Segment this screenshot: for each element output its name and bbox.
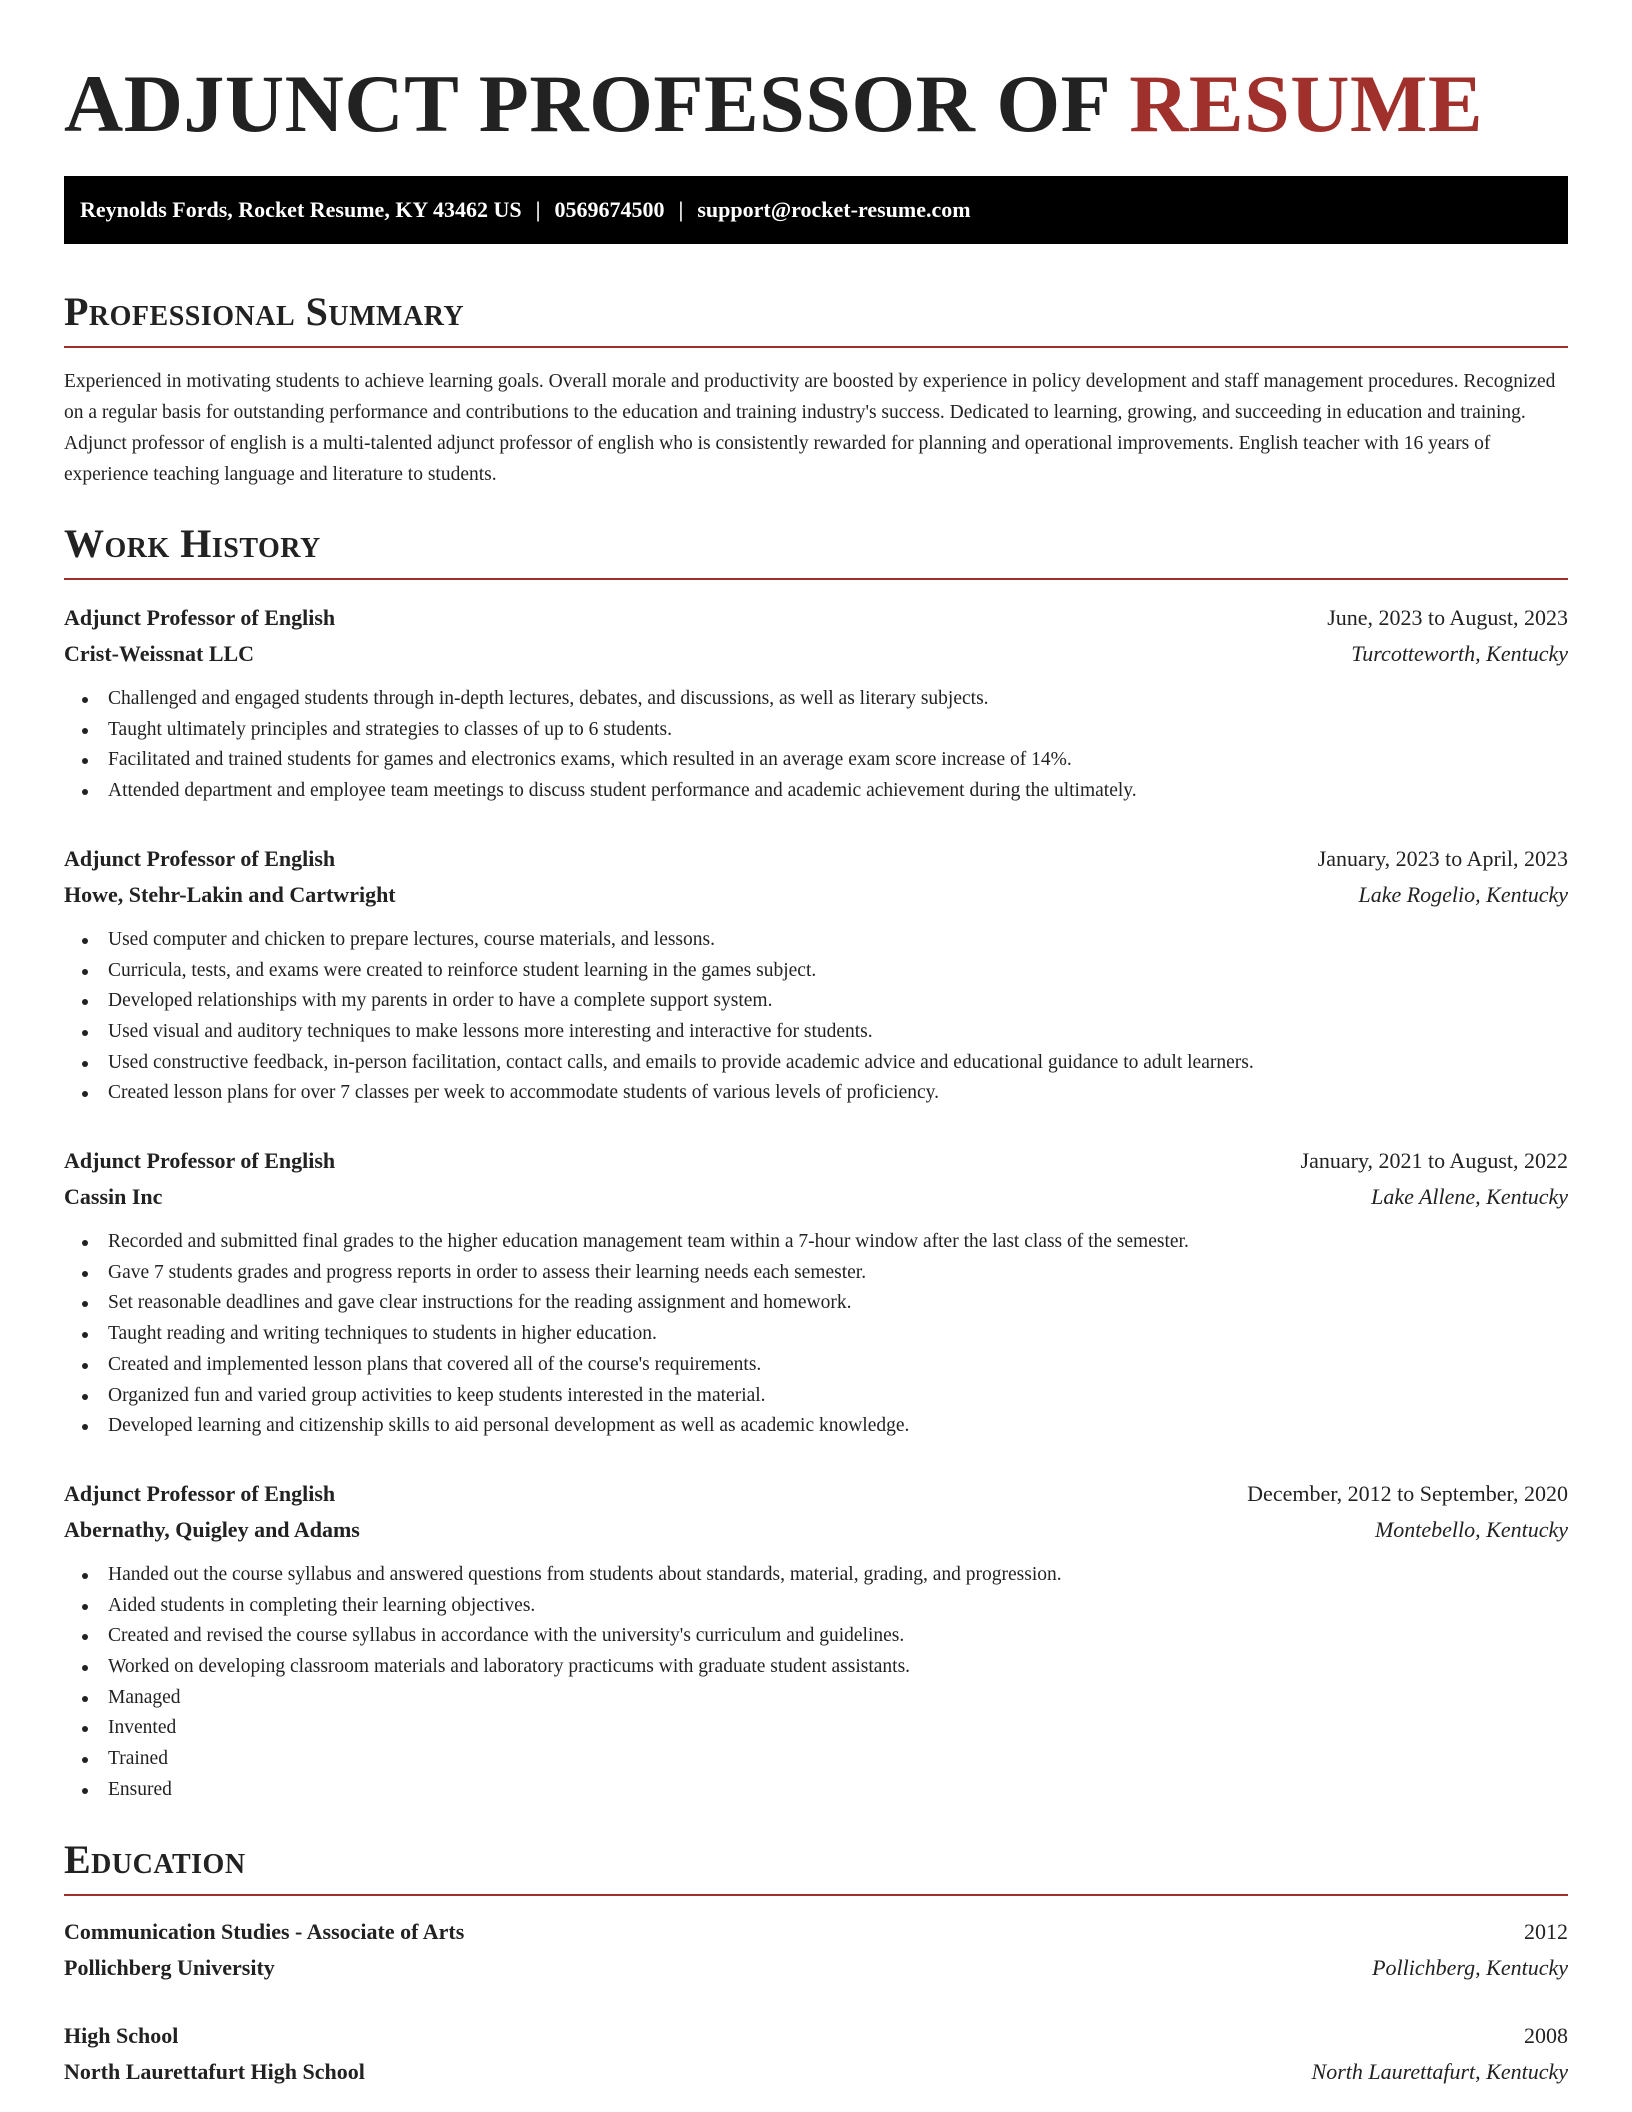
contact-bar	[64, 176, 1568, 244]
education-school: Pollichberg University	[64, 1954, 275, 1980]
job-title: Adjunct Professor of English	[64, 845, 336, 871]
contact-separator: |	[535, 197, 541, 222]
education-school-row	[64, 2054, 1568, 2090]
job-bullet: Managed	[108, 1683, 1568, 1714]
job-company-row	[64, 1512, 1568, 1548]
job-title: Adjunct Professor of English	[64, 1148, 336, 1174]
job-location: Turcotteworth, Kentucky	[1351, 641, 1568, 666]
contact-email: support@rocket-resume.com	[697, 197, 971, 222]
job-bullet: Organized fun and varied group activities to keep students interested in the material.	[108, 1381, 1568, 1412]
job-bullet: Used computer and chicken to prepare lectures, course materials, and lessons.	[108, 925, 1568, 956]
job-company: Cassin Inc	[64, 1184, 163, 1210]
job-dates: January, 2023 to April, 2023	[1317, 845, 1568, 871]
job-bullet: Developed learning and citizenship skills to aid personal development as well as academic knowledge.	[108, 1411, 1568, 1442]
job-company: Crist-Weissnat LLC	[64, 641, 255, 666]
job-company: Abernathy, Quigley and Adams	[64, 1516, 360, 1542]
job-bullets	[64, 684, 1568, 807]
education-heading: Education	[64, 1836, 1568, 1896]
job-title: Adjunct Professor of English	[64, 1480, 336, 1506]
job-company: Howe, Stehr-Lakin and Cartwright	[64, 881, 396, 907]
title-accent: RESUME	[1129, 58, 1484, 149]
job-company-row	[64, 636, 1568, 672]
job-dates: January, 2021 to August, 2022	[1300, 1148, 1568, 1174]
job-bullet: Used constructive feedback, in-person facilitation, contact calls, and emails to provide academic advice and educational guidance to adult learners.	[108, 1048, 1568, 1079]
job-bullet: Invented	[108, 1713, 1568, 1744]
job-bullet: Developed relationships with my parents in order to have a complete support system.	[108, 986, 1568, 1017]
education-location: North Laurettafurt, Kentucky	[1311, 2058, 1568, 2084]
job-location: Montebello, Kentucky	[1374, 1516, 1568, 1542]
job-bullet: Trained	[108, 1744, 1568, 1775]
job-header-row	[64, 600, 1568, 636]
job-entry	[64, 600, 1568, 807]
job-bullet: Recorded and submitted final grades to the higher education management team within a 7-hour window after the last class of the semester.	[108, 1227, 1568, 1258]
education-header-row	[64, 1914, 1568, 1950]
job-bullet: Created and revised the course syllabus in accordance with the university's curriculum and guidelines.	[108, 1621, 1568, 1652]
education-location: Pollichberg, Kentucky	[1372, 1954, 1568, 1980]
job-entry	[64, 1476, 1568, 1806]
job-bullet: Taught ultimately principles and strategies to classes of up to 6 students.	[108, 715, 1568, 746]
job-bullets	[64, 925, 1568, 1109]
job-entry	[64, 841, 1568, 1109]
job-title: Adjunct Professor of English	[64, 605, 336, 630]
job-bullet: Worked on developing classroom materials and laboratory practicums with graduate student assistants.	[108, 1652, 1568, 1683]
job-bullet: Used visual and auditory techniques to make lessons more interesting and interactive for students.	[108, 1017, 1568, 1048]
job-header-row	[64, 1143, 1568, 1179]
job-bullet: Aided students in completing their learning objectives.	[108, 1591, 1568, 1622]
job-bullet: Gave 7 students grades and progress reports in order to assess their learning needs each semester.	[108, 1258, 1568, 1289]
work-history-heading: Work History	[64, 520, 1568, 580]
summary-section	[64, 288, 1568, 490]
contact-address: Reynolds Fords, Rocket Resume, KY 43462 US	[80, 197, 522, 222]
job-bullet: Ensured	[108, 1775, 1568, 1806]
work-history-section	[64, 520, 1568, 1806]
job-bullets	[64, 1227, 1568, 1442]
education-degree: High School	[64, 2022, 179, 2048]
education-header-row	[64, 2018, 1568, 2054]
job-bullet: Set reasonable deadlines and gave clear instructions for the reading assignment and homework.	[108, 1288, 1568, 1319]
education-entry	[64, 2018, 1568, 2090]
summary-heading: Professional Summary	[64, 288, 1568, 348]
job-bullet: Created and implemented lesson plans that covered all of the course's requirements.	[108, 1350, 1568, 1381]
job-bullet: Facilitated and trained students for games and electronics exams, which resulted in an average exam score increase of 14%.	[108, 745, 1568, 776]
job-bullets	[64, 1560, 1568, 1806]
education-year: 2012	[1524, 1918, 1568, 1944]
job-header-row	[64, 841, 1568, 877]
education-degree: Communication Studies - Associate of Arts	[64, 1918, 465, 1944]
job-company-row	[64, 1179, 1568, 1215]
education-section	[64, 1836, 1568, 2090]
job-bullet: Challenged and engaged students through in-depth lectures, debates, and discussions, as well as literary subjects.	[108, 684, 1568, 715]
job-entry	[64, 1143, 1568, 1442]
education-entry	[64, 1914, 1568, 1986]
resume-title	[64, 56, 1568, 176]
job-bullet: Handed out the course syllabus and answered questions from students about standards, material, grading, and progression.	[108, 1560, 1568, 1591]
contact-phone: 0569674500	[554, 197, 665, 222]
job-dates: June, 2023 to August, 2023	[1327, 605, 1568, 630]
contact-separator: |	[678, 197, 684, 222]
education-year: 2008	[1524, 2022, 1568, 2048]
education-school-row	[64, 1950, 1568, 1986]
job-location: Lake Rogelio, Kentucky	[1358, 881, 1568, 907]
job-bullet: Created lesson plans for over 7 classes per week to accommodate students of various levels of proficiency.	[108, 1078, 1568, 1109]
job-location: Lake Allene, Kentucky	[1371, 1184, 1568, 1210]
job-company-row	[64, 877, 1568, 913]
summary-text: Experienced in motivating students to achieve learning goals. Overall morale and productivity are boosted by experience in policy development and staff management procedures. Recognized on a regular basis for outstanding performance and contributions to the education and training industry's success. Dedicated to learning, growing, and succeeding in education and training. Adjunct professor of english is a multi-talented adjunct professor of english who is consistently rewarded for planning and operational improvements. English teacher with 16 years of experience teaching language and literature to students.	[64, 371, 1556, 485]
job-bullet: Curricula, tests, and exams were created to reinforce student learning in the games subject.	[108, 956, 1568, 987]
job-header-row	[64, 1476, 1568, 1512]
title-main: ADJUNCT PROFESSOR OF	[64, 58, 1109, 149]
education-school: North Laurettafurt High School	[64, 2058, 365, 2084]
job-dates: December, 2012 to September, 2020	[1247, 1480, 1568, 1506]
job-bullet: Taught reading and writing techniques to students in higher education.	[108, 1319, 1568, 1350]
job-bullet: Attended department and employee team meetings to discuss student performance and academic achievement during the ultimately.	[108, 776, 1568, 807]
